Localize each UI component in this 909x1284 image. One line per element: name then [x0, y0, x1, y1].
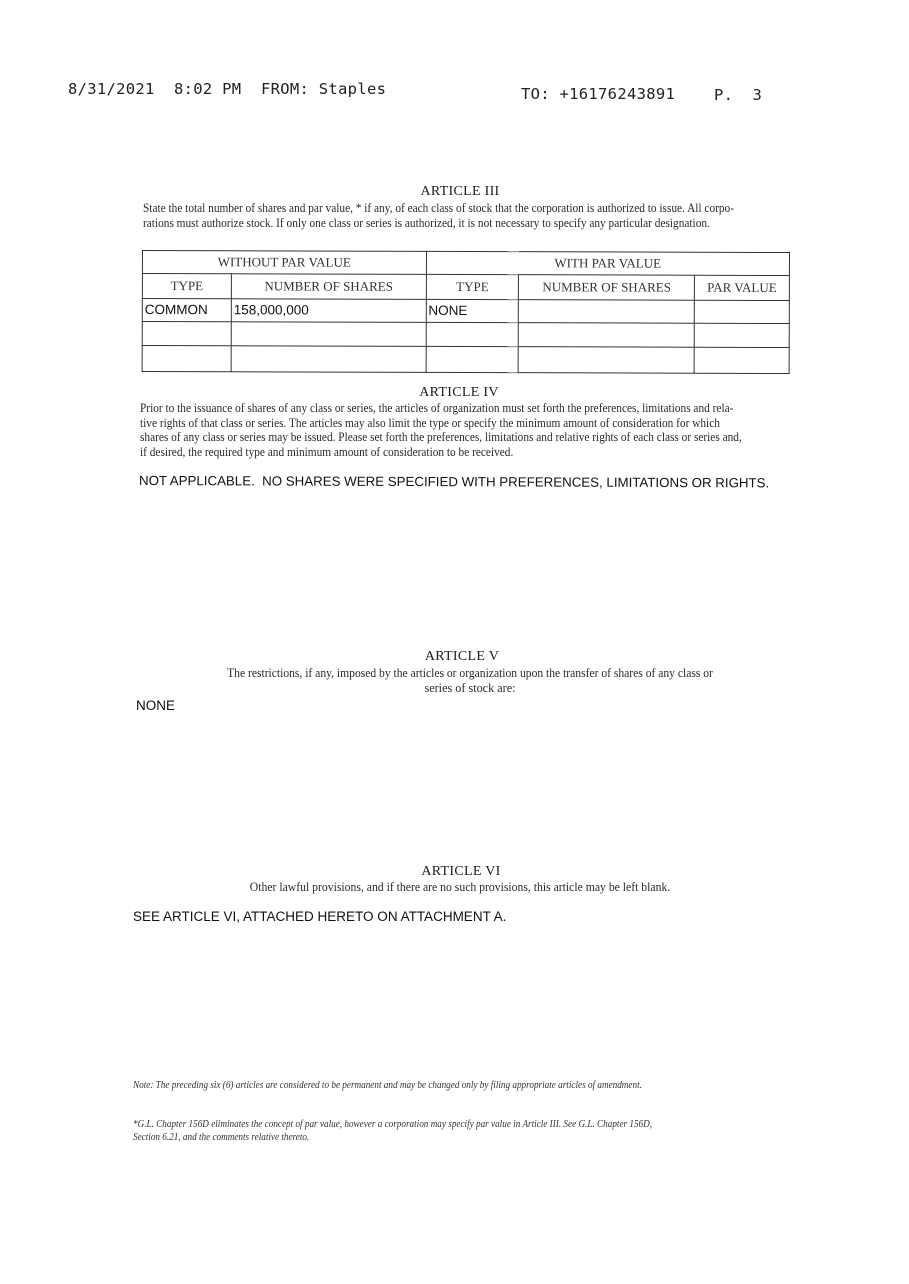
- article-4-heading: ARTICLE IV: [419, 385, 499, 400]
- article-5-heading: ARTICLE V: [424, 649, 500, 664]
- cell-type: COMMON: [142, 298, 231, 321]
- fax-header: [68, 80, 788, 104]
- article-6-heading: ARTICLE VI: [421, 864, 501, 879]
- without-par-value-header: WITHOUT PAR VALUE: [142, 251, 426, 275]
- table-row: [142, 298, 789, 323]
- permanence-note: Note: The preceding six (6) articles are considered to be permanent and may be changed only by filing appropriate articles of amendment.: [133, 1080, 642, 1091]
- article-3-instructions: [143, 201, 803, 230]
- shares-table: [142, 250, 790, 374]
- col-number-of-shares-2-header: NUMBER OF SHARES: [519, 275, 695, 301]
- cell-number-of-shares-2: [519, 300, 695, 323]
- col-type-2-header: TYPE: [426, 274, 519, 299]
- article-3-heading: ARTICLE III: [420, 184, 500, 199]
- footnote-line-2: Section 6.21, and the comments relative thereto.: [133, 1132, 310, 1143]
- table-row: [142, 321, 789, 347]
- footnote-line-1: *G.L. Chapter 156D eliminates the concept of par value, however a corporation may specify par value in Article III. See G.L. Chapter 156D,: [133, 1119, 653, 1130]
- col-number-of-shares-header: NUMBER OF SHARES: [231, 274, 426, 300]
- article-5-line-1: The restrictions, if any, imposed by the articles or organization upon the transfer of shares of any class or: [227, 666, 713, 680]
- article-6-response: SEE ARTICLE VI, ATTACHED HERETO ON ATTACHMENT A.: [133, 909, 507, 924]
- article-6-instructions: [140, 880, 780, 895]
- cell-number-of-shares: 158,000,000: [231, 299, 426, 323]
- col-type-header: TYPE: [142, 273, 231, 298]
- table-row: [142, 345, 789, 373]
- fax-to: TO: +16176243891: [521, 85, 676, 103]
- with-par-value-header: WITH PAR VALUE: [426, 251, 789, 275]
- fax-time: 8:02 PM: [174, 80, 242, 98]
- article-4-line-3: shares of any class or series may be issued. Please set forth the preferences, limitations and relative rights of each class or series and,: [140, 430, 742, 444]
- fax-page: P. 3: [714, 86, 763, 104]
- article-3-line-2: rations must authorize stock. If only one class or series is authorized, it is not necessary to specify any particular designation.: [143, 215, 710, 230]
- fax-date: 8/31/2021: [68, 80, 155, 98]
- article-6-line-1: Other lawful provisions, and if there are no such provisions, this article may be left blank.: [249, 880, 671, 894]
- article-5-line-2: series of stock are:: [424, 680, 516, 695]
- par-value-footnote: [133, 1118, 710, 1144]
- article-5-instructions: [140, 666, 800, 695]
- article-4-line-4: if desired, the required type and minimum amount of consideration to be received.: [140, 444, 514, 459]
- article-4-line-2: tive rights of that class or series. The articles may also limit the type or specify the minimum amount of consideration for which: [140, 415, 720, 430]
- fax-from: FROM: Staples: [261, 80, 387, 98]
- article-3-line-1: State the total number of shares and par value, * if any, of each class of stock that the corporation is authorized to issue. All corpo-: [143, 201, 735, 215]
- cell-par-value: [694, 300, 789, 323]
- article-4-line-1: Prior to the issuance of shares of any class or series, the articles of organization must set forth the preferences, limitations and rela-: [140, 401, 734, 415]
- cell-type-2: NONE: [426, 299, 519, 322]
- article-4-instructions: [140, 401, 800, 459]
- col-par-value-header: PAR VALUE: [694, 275, 789, 300]
- article-5-response: NONE: [136, 698, 176, 713]
- article-4-response: NOT APPLICABLE. NO SHARES WERE SPECIFIED WITH PREFERENCES, LIMITATIONS OR RIGHTS.: [138, 473, 770, 491]
